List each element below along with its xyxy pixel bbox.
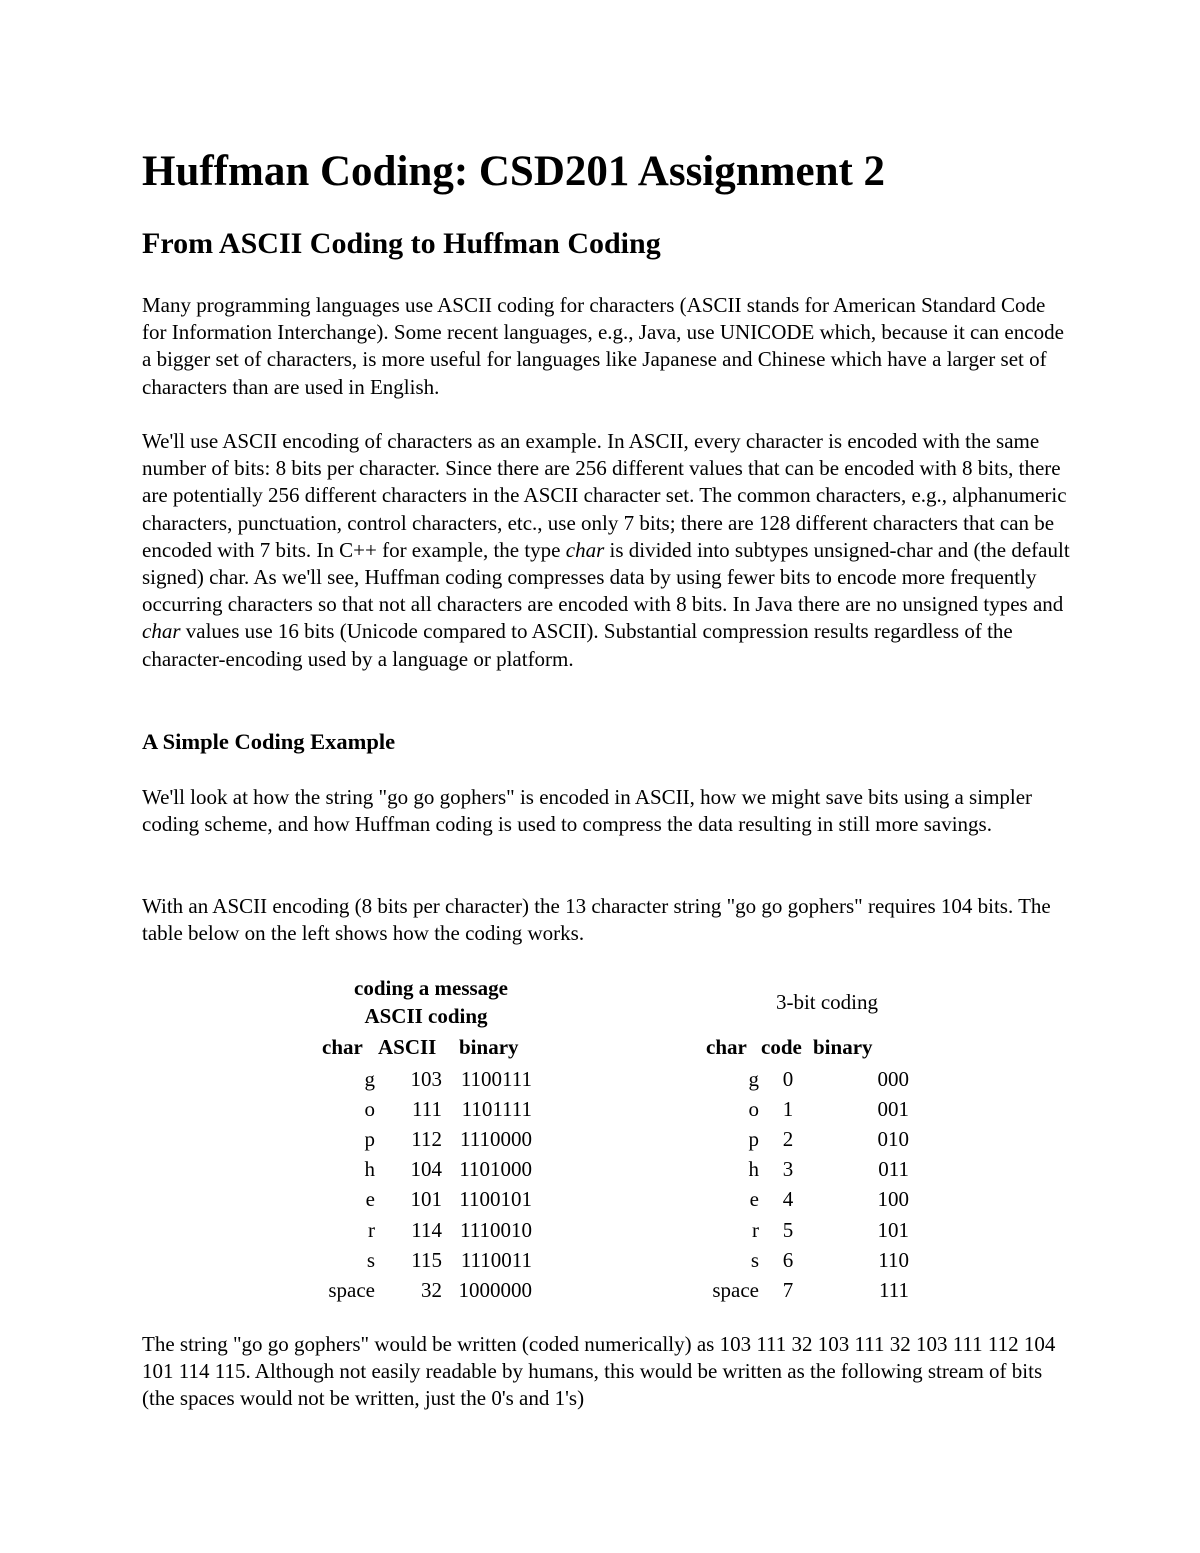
cell-code: 5 (782, 1217, 794, 1242)
cell-char: g (748, 1067, 759, 1091)
cell-binary: 1100101 (459, 1187, 532, 1212)
table-row (316, 1184, 556, 1214)
code-term-char: char (565, 537, 605, 562)
table-row (316, 1275, 556, 1305)
cell-binary: 100 (877, 1187, 909, 1212)
table-row (316, 1064, 556, 1094)
cell-ascii: 112 (411, 1127, 442, 1152)
table-row (702, 1275, 942, 1305)
paragraph-gophers-numeric: The string "go go gophers" would be written (coded numerically) as 103 111 32 103 111 32 103 111 112 104 101 114 115. Although not easily readable by humans, this would be written as the following stream of bits (the spaces would not be written, just the 0's and 1's) (142, 1332, 1056, 1411)
table-row (702, 1184, 942, 1214)
table-caption: ASCII coding (364, 1004, 488, 1028)
cell-code: 3 (782, 1157, 794, 1182)
cell-ascii: 114 (411, 1217, 442, 1242)
cell-binary: 1110010 (460, 1217, 532, 1242)
cell-binary: 110 (878, 1247, 909, 1272)
table-row (316, 1215, 556, 1245)
paragraph-text: is divided into subtypes unsigned-char and (the default signed) char. As we'll see, Huffman coding compresses data by using fewer bits to encode more frequently occurring characters so that not all characters are encoded with 8 bits. In Java there are no unsigned types and (142, 537, 1070, 617)
section-heading-simple-coding: A Simple Coding Example (142, 729, 396, 754)
cell-ascii: 104 (410, 1157, 442, 1182)
cell-binary: 1100111 (460, 1067, 532, 1091)
table-row (702, 1124, 942, 1154)
table-caption: coding a message (354, 976, 508, 1000)
cell-binary: 1110011 (460, 1247, 532, 1272)
table-row (316, 1094, 556, 1124)
paragraph-text: values use 16 bits (Unicode compared to ASCII). Substantial compression results regardless of the character-encoding used by a language or platform. (142, 619, 1013, 671)
table-row (702, 1064, 942, 1094)
cell-binary: 101 (877, 1217, 909, 1242)
paragraph-go-go-gophers-intro: We'll look at how the string "go go gophers" is encoded in ASCII, how we might save bits using a simpler coding scheme, and how Huffman coding is used to compress the data resulting in still more savings. (142, 785, 1033, 837)
cell-char: r (368, 1217, 375, 1242)
cell-ascii: 101 (410, 1187, 442, 1212)
section-heading-ascii-to-huffman: From ASCII Coding to Huffman Coding (142, 227, 661, 260)
paragraph-ascii-intro: Many programming languages use ASCII coding for characters (ASCII stands for American Standard Code for Information Interchange). Some recent languages, e.g., Java, use UNICODE which, because it can encode a bigger set of characters, is more useful for languages like Japanese and Chinese which have a larger set of characters than are used in English. (142, 293, 1064, 399)
cell-binary: 1000000 (458, 1277, 532, 1302)
cell-ascii: 103 (410, 1067, 442, 1091)
table-row (702, 1245, 942, 1275)
paragraph-ascii-bits: With an ASCII encoding (8 bits per character) the 13 character string "go go gophers" requires 104 bits. The table below on the left shows how the coding works. (142, 894, 1051, 946)
table-row (702, 1094, 942, 1124)
table-caption: 3-bit coding (775, 990, 879, 1014)
table-row (702, 1215, 942, 1245)
table-header-binary: binary (813, 1035, 873, 1059)
cell-char: e (365, 1187, 375, 1212)
table-header-ascii: ASCII (378, 1035, 437, 1059)
cell-char: g (364, 1067, 375, 1091)
table-row (316, 1154, 556, 1184)
cell-char: h (748, 1157, 759, 1182)
paragraph-text: We'll use ASCII encoding of characters as an example. In ASCII, every character is encoded with the same number of bits: 8 bits per character. Since there are 256 different values that can be encoded with 8 bits, there are potentially 256 different characters in the ASCII character set. The common characters, e.g., alphanumeric characters, punctuation, control characters, etc., use only 7 bits; there are 128 different characters that can be encoded with 7 bits. In C++ for example, the type (142, 429, 1067, 562)
cell-char: p (748, 1127, 759, 1152)
cell-code: 4 (782, 1187, 794, 1212)
cell-ascii: 115 (411, 1247, 442, 1272)
cell-binary: 011 (878, 1157, 909, 1182)
table-header-code: code (761, 1035, 802, 1059)
cell-ascii: 32 (421, 1277, 442, 1302)
paragraph-ascii-encoding (142, 428, 1072, 673)
cell-binary: 000 (877, 1067, 909, 1091)
table-header-binary: binary (459, 1035, 519, 1059)
cell-char: s (750, 1247, 759, 1272)
table-header-char: char (322, 1035, 363, 1059)
cell-binary: 1101000 (459, 1157, 532, 1182)
table-row (316, 1245, 556, 1275)
cell-char: o (748, 1097, 759, 1122)
cell-code: 0 (782, 1067, 794, 1091)
table-row (316, 1124, 556, 1154)
code-term-char: char (142, 619, 181, 644)
cell-binary: 111 (879, 1277, 909, 1302)
document-title: Huffman Coding: CSD201 Assignment 2 (142, 148, 886, 195)
cell-code: 6 (782, 1247, 794, 1272)
cell-binary: 001 (877, 1097, 909, 1122)
cell-char: space (712, 1277, 759, 1302)
cell-binary: 1101111 (461, 1097, 532, 1122)
cell-binary: 010 (877, 1127, 909, 1152)
table-header-char: char (706, 1035, 747, 1059)
cell-binary: 1110000 (460, 1127, 532, 1152)
table-row (702, 1154, 942, 1184)
cell-char: o (364, 1097, 375, 1122)
cell-char: h (364, 1157, 375, 1182)
cell-char: e (749, 1187, 759, 1212)
cell-char: s (366, 1247, 375, 1272)
cell-ascii: 111 (412, 1097, 442, 1122)
cell-code: 7 (782, 1277, 794, 1302)
cell-char: p (364, 1127, 375, 1152)
cell-char: r (752, 1217, 759, 1242)
cell-char: space (328, 1277, 375, 1302)
cell-code: 1 (782, 1097, 794, 1122)
cell-code: 2 (782, 1127, 794, 1152)
